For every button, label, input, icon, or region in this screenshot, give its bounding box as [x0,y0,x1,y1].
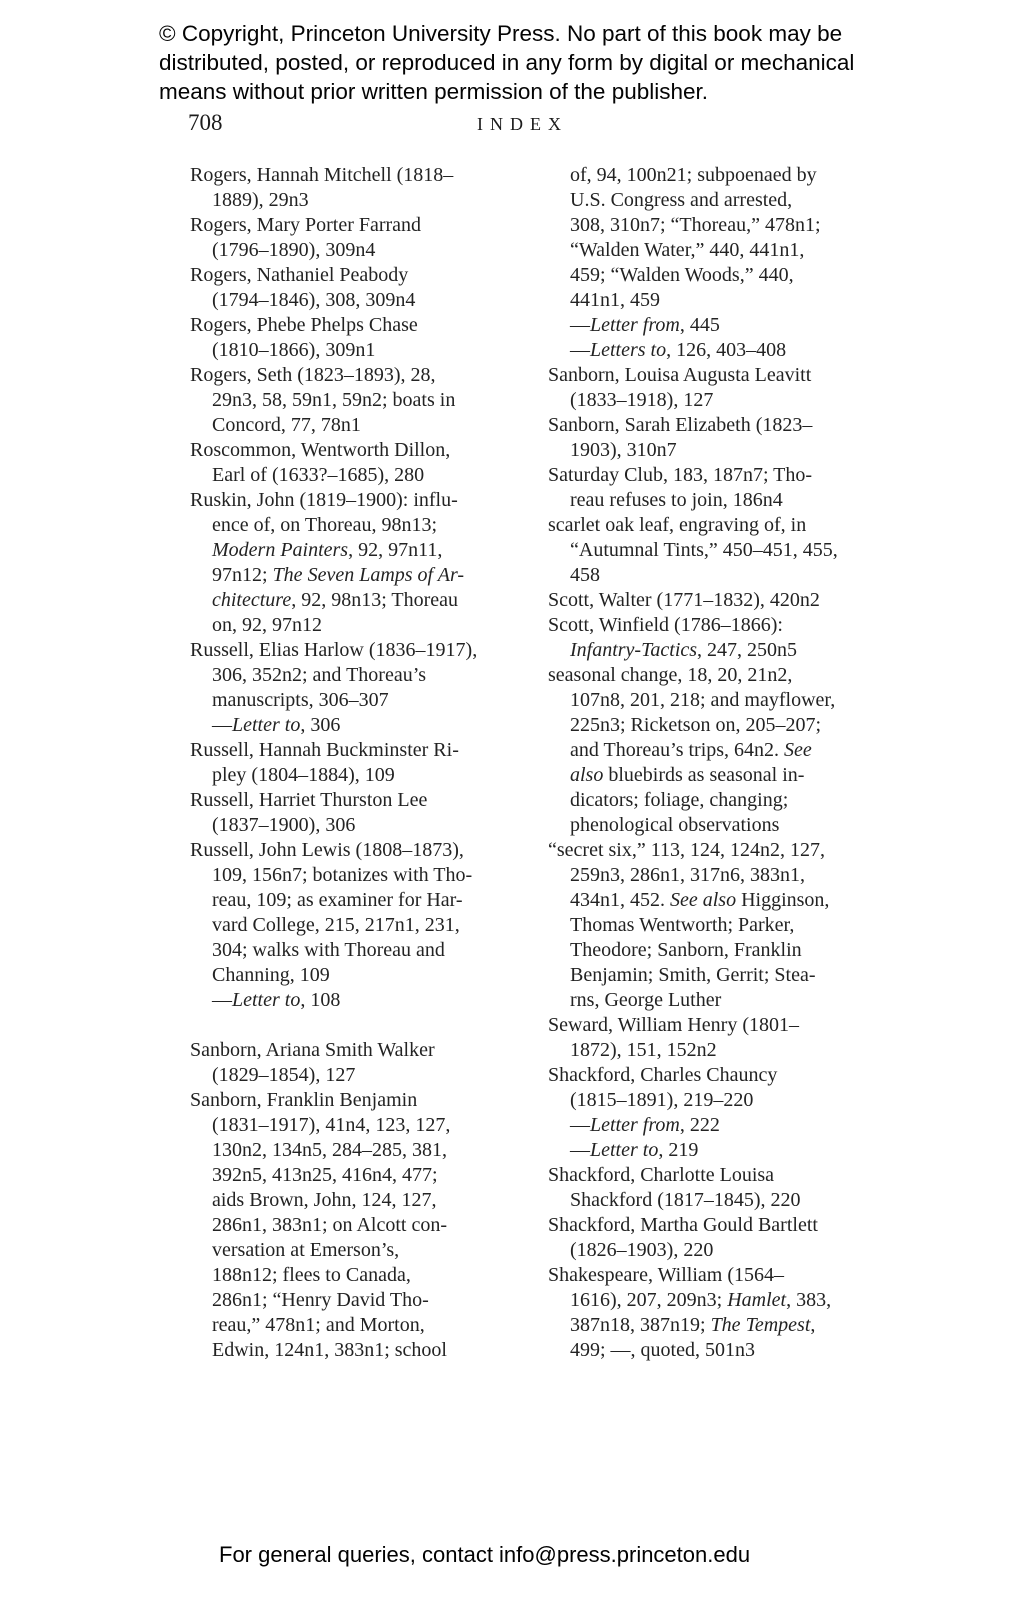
index-line-continuation: (1829–1854), 127 [212,1064,356,1086]
index-line-continuation: Channing, 109 [212,964,330,986]
index-line-continuation: “Autumnal Tints,” 450–451, 455, [570,539,838,561]
index-line-continuation: —Letter to, 306 [212,714,341,736]
index-line-continuation: 441n1, 459 [570,289,660,311]
index-entry-line: “secret six,” 113, 124, 124n2, 127, [548,839,825,861]
index-line-continuation: “Walden Water,” 440, 441n1, [570,239,805,261]
index-line-continuation: 1616), 207, 209n3; Hamlet, 383, [570,1289,832,1311]
index-line-continuation: 286n1, 383n1; on Alcott con- [212,1214,447,1236]
index-line-continuation: manuscripts, 306–307 [212,689,389,711]
index-entry-line: Sanborn, Ariana Smith Walker [190,1039,435,1061]
section-gap [190,1013,520,1038]
index-line-continuation: ence of, on Thoreau, 98n13; [212,514,438,536]
index-line-continuation: Benjamin; Smith, Gerrit; Stea- [570,964,816,986]
index-line-continuation: —Letter to, 108 [212,989,341,1011]
index-line-continuation: 458 [570,564,600,586]
index-line-continuation: —Letters to, 126, 403–408 [570,339,787,361]
copyright-notice [159,19,854,106]
index-line-continuation: Theodore; Sanborn, Franklin [570,939,802,961]
index-line-continuation: Earl of (1633?–1685), 280 [212,464,425,486]
index-line-continuation: 392n5, 413n25, 416n4, 477; [212,1164,438,1186]
index-line-continuation: reau, 109; as examiner for Har- [212,889,463,911]
index-entry-line: Russell, Harriet Thurston Lee [190,789,428,811]
index-line-continuation: (1794–1846), 308, 309n4 [212,289,416,311]
index-entry-line: Scott, Walter (1771–1832), 420n2 [548,589,820,611]
index-line-continuation: pley (1804–1884), 109 [212,764,395,786]
index-entry-line: Rogers, Hannah Mitchell (1818– [190,164,454,186]
index-line-continuation: and Thoreau’s trips, 64n2. See [570,739,812,761]
index-line-continuation: of, 94, 100n21; subpoenaed by [570,164,817,186]
index-entry-line: Rogers, Nathaniel Peabody [190,264,409,286]
index-line-continuation: vard College, 215, 217n1, 231, [212,914,460,936]
index-line-continuation: 109, 156n7; botanizes with Tho- [212,864,473,886]
index-line-continuation: 304; walks with Thoreau and [212,939,445,961]
index-line-continuation: (1831–1917), 41n4, 123, 127, [212,1114,451,1136]
index-line-continuation: Concord, 77, 78n1 [212,414,361,436]
index-line-continuation: 434n1, 452. See also Higginson, [570,889,830,911]
index-entry-line: Russell, Elias Harlow (1836–1917), [190,639,478,661]
index-line-continuation: chitecture, 92, 98n13; Thoreau [212,589,459,611]
index-line-continuation: (1810–1866), 309n1 [212,339,376,361]
index-entry-line: Rogers, Mary Porter Farrand [190,214,422,236]
index-entry-line: Rogers, Seth (1823–1893), 28, [190,364,436,386]
index-line-continuation: —Letter to, 219 [570,1139,699,1161]
index-line-continuation: —Letter from, 445 [570,314,720,336]
index-line-continuation: dicators; foliage, changing; [570,789,789,811]
index-line-continuation: 306, 352n2; and Thoreau’s [212,664,427,686]
index-line-continuation: (1837–1900), 306 [212,814,356,836]
index-line-continuation: reau,” 478n1; and Morton, [212,1314,425,1336]
index-column-left [190,163,520,1363]
copyright-line: distributed, posted, or reproduced in any form by digital or mechanical [159,50,855,75]
index-line-continuation: 1889), 29n3 [212,189,309,211]
index-line-continuation: versation at Emerson’s, [212,1239,400,1261]
index-entry-line: Seward, William Henry (1801– [548,1014,799,1036]
index-line-continuation: U.S. Congress and arrested, [570,189,793,211]
index-entry-line: Shackford, Martha Gould Bartlett [548,1214,818,1236]
index-line-continuation: aids Brown, John, 124, 127, [212,1189,437,1211]
index-entry-line: Rogers, Phebe Phelps Chase [190,314,418,336]
index-line-continuation: 97n12; The Seven Lamps of Ar- [212,564,464,586]
index-line-continuation: Edwin, 124n1, 383n1; school [212,1339,447,1361]
index-line-continuation: also bluebirds as seasonal in- [570,764,805,786]
index-line-continuation: 1903), 310n7 [570,439,677,461]
index-line-continuation: 499; —, quoted, 501n3 [570,1339,755,1361]
page-number: 708 [188,110,223,135]
running-head: INDEX [477,114,568,134]
index-entry-line: scarlet oak leaf, engraving of, in [548,514,807,536]
index-entry-line: Sanborn, Sarah Elizabeth (1823– [548,414,813,436]
index-line-continuation: on, 92, 97n12 [212,614,322,636]
index-line-continuation: rns, George Luther [570,989,722,1011]
index-line-continuation: 188n12; flees to Canada, [212,1264,411,1286]
index-line-continuation: Modern Painters, 92, 97n11, [212,539,443,561]
index-line-continuation: 225n3; Ricketson on, 205–207; [570,714,822,736]
index-line-continuation: Infantry-Tactics, 247, 250n5 [570,639,798,661]
index-line-continuation: 29n3, 58, 59n1, 59n2; boats in [212,389,456,411]
index-line-continuation: (1833–1918), 127 [570,389,714,411]
index-column-right [548,163,878,1363]
index-line-continuation: 459; “Walden Woods,” 440, [570,264,794,286]
index-line-continuation: phenological observations [570,814,780,836]
index-line-continuation: —Letter from, 222 [570,1114,720,1136]
index-entry-line: Russell, Hannah Buckminster Ri- [190,739,459,761]
index-line-continuation: (1826–1903), 220 [570,1239,714,1261]
index-line-continuation: (1796–1890), 309n4 [212,239,376,261]
index-line-continuation: 1872), 151, 152n2 [570,1039,717,1061]
index-line-continuation: (1815–1891), 219–220 [570,1089,754,1111]
index-line-continuation: Shackford (1817–1845), 220 [570,1189,801,1211]
index-line-continuation: 259n3, 286n1, 317n6, 383n1, [570,864,805,886]
index-entry-line: Shackford, Charlotte Louisa [548,1164,775,1186]
index-line-continuation: 130n2, 134n5, 284–285, 381, [212,1139,447,1161]
index-line-continuation: 286n1; “Henry David Tho- [212,1289,429,1311]
index-entry-line: Shakespeare, William (1564– [548,1264,784,1286]
index-entry-line: Roscommon, Wentworth Dillon, [190,439,451,461]
index-entry-line: Saturday Club, 183, 187n7; Tho- [548,464,813,486]
index-entry-line: Sanborn, Franklin Benjamin [190,1089,418,1111]
index-entry-line: Russell, John Lewis (1808–1873), [190,839,464,861]
index-line-continuation: 387n18, 387n19; The Tempest, [570,1314,816,1336]
index-line-continuation: reau refuses to join, 186n4 [570,489,783,511]
index-entry-line: Ruskin, John (1819–1900): influ- [190,489,458,511]
index-line-continuation: Thomas Wentworth; Parker, [570,914,795,936]
copyright-line: © Copyright, Princeton University Press. No part of this book may be [159,21,843,46]
footer-contact: For general queries, contact info@press.princeton.edu [219,1542,751,1567]
copyright-line: means without prior written permission of the publisher. [159,79,709,104]
index-line-continuation: 107n8, 201, 218; and mayflower, [570,689,836,711]
index-entry-line: Scott, Winfield (1786–1866): [548,614,783,636]
index-entry-line: Shackford, Charles Chauncy [548,1064,778,1086]
index-line-continuation: 308, 310n7; “Thoreau,” 478n1; [570,214,821,236]
index-entry-line: seasonal change, 18, 20, 21n2, [548,664,793,686]
index-entry-line: Sanborn, Louisa Augusta Leavitt [548,364,812,386]
